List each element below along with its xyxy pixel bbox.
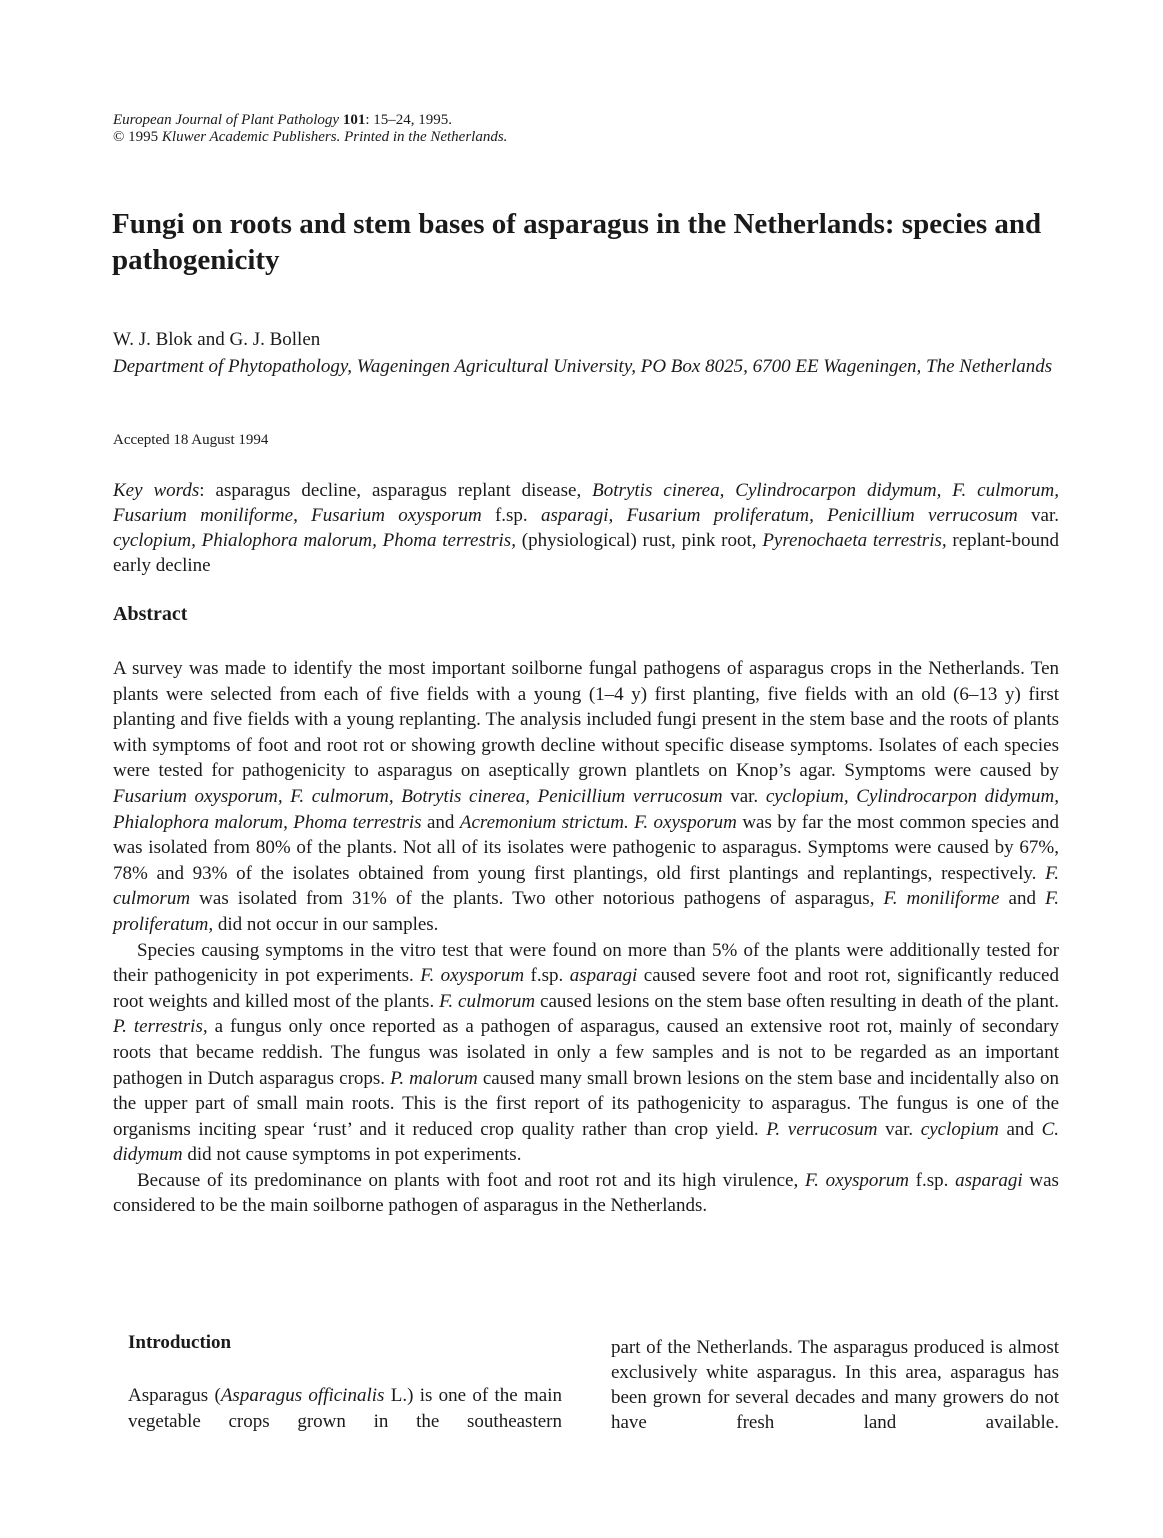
text-run: did not occur in our samples. (213, 913, 439, 935)
accepted-date: Accepted 18 August 1994 (113, 432, 269, 448)
text-run: caused lesions on the stem base often resulting in death of the plant. (535, 990, 1059, 1012)
text-run: and (998, 1118, 1042, 1140)
italic-text: C. didymum (113, 1118, 1060, 1166)
italic-text: asparagi (955, 1169, 1023, 1191)
text-run: f.sp. (908, 1169, 956, 1191)
journal-citation (113, 112, 507, 146)
text-run: var. (877, 1118, 921, 1140)
text-run: var. (1017, 505, 1059, 526)
text-run: caused many small brown lesions on the stem base and incidentally also on the upper part of small main roots. This is the first report of its pathogenicity to asparagus. The fungus is one of the organisms inciting spear ‘rust’ and it reduced crop quality rather than crop yield. (113, 1067, 1059, 1140)
authors: W. J. Blok and G. J. Bollen (113, 329, 321, 350)
italic-text: cyclopium, Phialophora malorum, Phoma terrestris, (113, 530, 516, 551)
italic-text: P. malorum (390, 1067, 478, 1089)
journal-pages: : 15–24, 1995. (365, 112, 453, 128)
italic-text: asparagi, Fusarium proliferatum, Penicillium verrucosum (540, 505, 1018, 526)
text-run: var. (722, 785, 766, 807)
text-run: Species causing symptoms in the vitro test that were found on more than 5% of the plants were additionally tested for their pathogenicity in pot experiments. (113, 939, 1059, 987)
italic-text: F. culmorum (113, 862, 1059, 910)
keywords-label: Key words (113, 480, 200, 501)
text-run: f.sp. (481, 505, 541, 526)
copyright-year: © 1995 (113, 129, 159, 145)
text-run: and (421, 811, 460, 833)
introduction-heading: Introduction (128, 1332, 232, 1353)
text-run: and (999, 888, 1046, 910)
introduction-left-column (128, 1383, 562, 1435)
italic-text: F. culmorum (439, 990, 536, 1012)
text-run: was by far the most common species and was isolated from 80% of the plants. Not all of its isolates were pathogenic to asparagus. Symptoms were caused by 67%, 78% and 93% of the isolates obtained from young first plantings, old first plantings and replantings, respectively. (113, 811, 1060, 884)
italic-text: Acremonium strictum. F. oxysporum (459, 811, 737, 833)
italic-text: Asparagus officinalis (220, 1385, 385, 1406)
text-run: L.) is one of the main vegetable crops grown in the southeastern (128, 1385, 562, 1432)
text-run: Because of its predominance on plants with foot and root rot and its high virulence, (137, 1169, 805, 1191)
abstract-paragraph (113, 1168, 1059, 1219)
italic-text: F. oxysporum (804, 1169, 909, 1191)
abstract-body (113, 656, 1059, 1219)
keywords-text (113, 480, 1059, 576)
text-run: replant-bound early decline (113, 530, 1059, 576)
italic-text: F. oxysporum (420, 965, 525, 987)
italic-text: Pyrenochaeta terrestris, (762, 530, 947, 551)
text-run: a fungus only once reported as a pathogen of asparagus, caused an extensive root rot, mainly of secondary roots that became reddish. The fungus was isolated in only a few samples and is not to be regarded as an important pathogen in Dutch asparagus crops. (113, 1016, 1060, 1089)
publisher-line: Kluwer Academic Publishers. Printed in the Netherlands. (161, 129, 508, 145)
italic-text: P. verrucosum (766, 1118, 878, 1140)
journal-line (113, 112, 507, 129)
keywords (113, 478, 1059, 578)
italic-text: asparagi (569, 965, 638, 987)
affiliation: Department of Phytopathology, Wageningen Agricultural University, PO Box 8025, 6700 EE Wageningen, The Netherlands (113, 356, 1053, 377)
journal-volume: 101 (342, 112, 366, 128)
italic-text: cyclopium (920, 1118, 999, 1140)
text-run: was isolated from 31% of the plants. Two other notorious pathogens of asparagus, (190, 888, 884, 910)
italic-text: F. proliferatum, (113, 888, 1060, 935)
italic-text: Botrytis cinerea, Cylindrocarpon didymum, F. culmorum, Fusarium moniliforme, Fusarium oxysporum (113, 480, 1059, 526)
article-title: Fungi on roots and stem bases of asparagus in the Netherlands: species and pathogenicity (112, 208, 1042, 276)
text-run: f.sp. (524, 965, 570, 987)
text-run: (physiological) rust, pink root, (515, 530, 763, 551)
introduction-right-text: part of the Netherlands. The asparagus produced is almost exclusively white asparagus. In this area, asparagus has been grown for several decades and many growers do not have fresh land available. (611, 1337, 1059, 1433)
italic-text: F. moniliforme (883, 888, 1000, 910)
text-run: Asparagus ( (128, 1385, 221, 1406)
abstract-heading: Abstract (113, 603, 188, 625)
text-run: A survey was made to identify the most important soilborne fungal pathogens of asparagus crops in the Netherlands. Ten plants were selected from each of five fields with a young (1–4 y) first planting, five fields with an old (6–13 y) first planting and five fields with a young replanting. The analysis included fungi present in the stem base and the roots of plants with symptoms of foot and root rot or showing growth decline without specific disease symptoms. Isolates of each species were tested for pathogenicity to asparagus on aseptically grown plantlets on Knop’s agar. Symptoms were caused by (113, 658, 1059, 782)
text-run: did not cause symptoms in pot experiments. (182, 1144, 522, 1166)
abstract-paragraph (113, 938, 1059, 1168)
text-run: was considered to be the main soilborne pathogen of asparagus in the Netherlands. (113, 1169, 1059, 1217)
introduction-right-column (611, 1335, 1059, 1435)
italic-text: cyclopium, Cylindrocarpon didymum, Phialophora malorum, Phoma terrestris (113, 785, 1059, 833)
italic-text: Fusarium oxysporum, F. culmorum, Botrytis cinerea, Penicillium verrucosum (113, 785, 723, 807)
copyright-line (113, 129, 507, 146)
italic-text: P. terrestris, (113, 1016, 208, 1038)
abstract-paragraph (113, 656, 1059, 938)
text-run: caused severe foot and root rot, significantly reduced root weights and killed most of the plants. (113, 965, 1059, 1012)
text-run: : asparagus decline, asparagus replant disease, (199, 480, 593, 501)
journal-name: European Journal of Plant Pathology (113, 112, 340, 128)
